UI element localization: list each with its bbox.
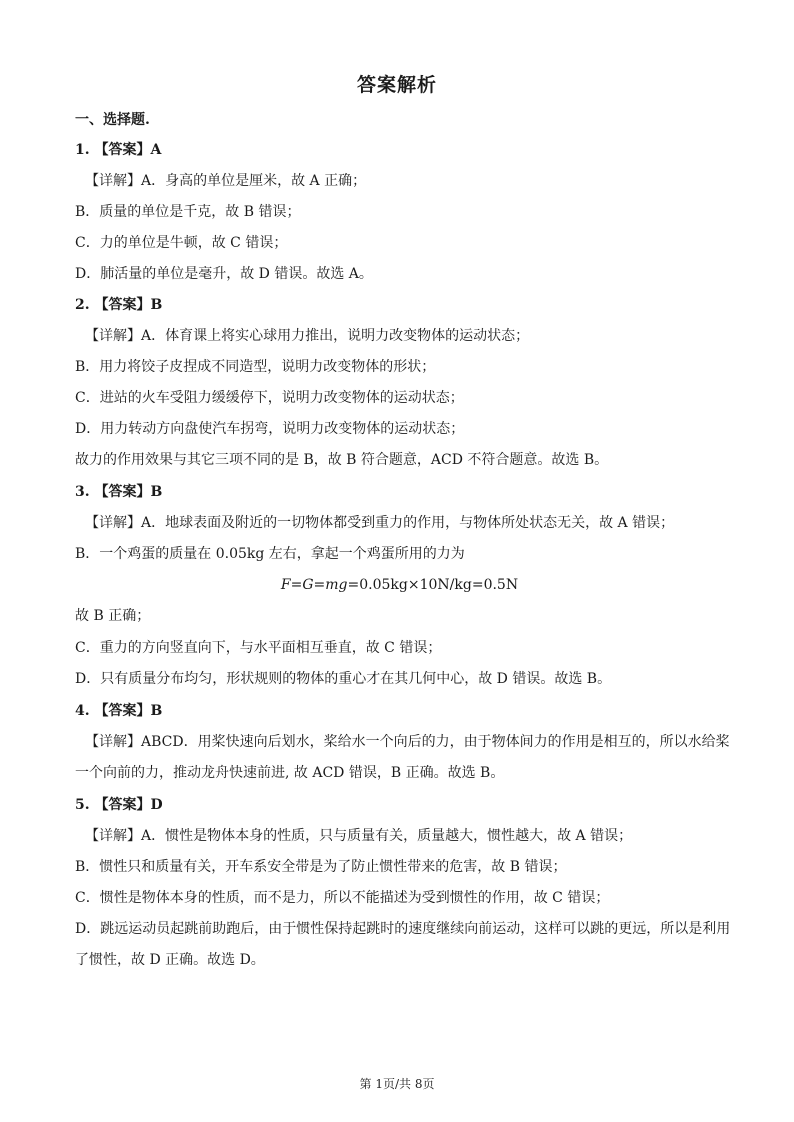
q1-answer: 1. 【答案】A [75, 142, 162, 158]
q5-option-d: D．跳远运动员起跳前助跑后，由于惯性保持起跳时的速度继续向前运动，这样可以跳的更远，所以是利用 [75, 921, 731, 937]
q3-option-b: B．一个鸡蛋的质量在 0.05kg 左右，拿起一个鸡蛋所用的力为 [75, 546, 465, 562]
q3-answer: 3. 【答案】B [75, 484, 163, 500]
q1-option-c: C．力的单位是牛顿，故 C 错误； [75, 235, 288, 251]
q5-option-d-cont: 了惯性，故 D 正确。故选 D。 [75, 952, 265, 968]
q2-option-d: D．用力转动方向盘使汽车拐弯，说明力改变物体的运动状态； [75, 421, 465, 437]
q4-answer: 4. 【答案】B [75, 703, 163, 719]
q2-answer: 2. 【答案】B [75, 297, 163, 313]
formula-rest: =0.05kg×10N/kg=0.5N [347, 577, 519, 593]
formula-f: F [280, 577, 291, 593]
q5-option-b: B．惯性只和质量有关，开车系安全带是为了防止惯性带来的危害，故 B 错误； [75, 859, 567, 875]
section-heading: 一、选择题. [75, 112, 150, 128]
q5-answer: 5. 【答案】D [75, 797, 163, 813]
page-footer: 第 1页/共 8页 [359, 1077, 435, 1091]
q4-detail: 【详解】ABCD．用桨快速向后划水，桨给水一个向后的力，由于物体间力的作用是相互的，所以水给桨 [85, 734, 730, 750]
q3-b-correct: 故 B 正确； [75, 608, 151, 624]
q5-option-c: C．惯性是物体本身的性质，而不是力，所以不能描述为受到惯性的作用，故 C 错误； [75, 890, 610, 906]
q3-formula [75, 575, 724, 595]
q1-option-d: D．肺活量的单位是毫升，故 D 错误。故选 A。 [75, 266, 373, 282]
q1-detail: 【详解】A．身高的单位是厘米，故 A 正确； [85, 173, 367, 189]
formula-mg: mg [325, 577, 348, 593]
q2-conclusion: 故力的作用效果与其它三项不同的是 B，故 B 符合题意，ACD 不符合题意。故选 B。 [75, 452, 609, 468]
q2-option-c: C．进站的火车受阻力缓缓停下，说明力改变物体的运动状态； [75, 390, 464, 406]
formula-g: G [302, 577, 314, 593]
page-title: 答案解析 [356, 74, 437, 96]
q2-detail: 【详解】A．体育课上将实心球用力推出，说明力改变物体的运动状态； [85, 328, 530, 344]
formula-eq-1: = [290, 577, 303, 593]
formula-eq-2: = [313, 577, 326, 593]
q3-detail: 【详解】A．地球表面及附近的一切物体都受到重力的作用，与物体所处状态无关，故 A 错误； [85, 515, 675, 531]
q1-option-b: B．质量的单位是千克，故 B 错误； [75, 204, 301, 220]
q4-detail-cont: 一个向前的力，推动龙舟快速前进, 故 ACD 错误，B 正确。故选 B。 [75, 765, 505, 781]
q3-option-d: D．只有质量分布均匀，形状规则的物体的重心才在其几何中心，故 D 错误。故选 B。 [75, 671, 612, 687]
q3-option-c: C．重力的方向竖直向下，与水平面相互垂直，故 C 错误； [75, 640, 442, 656]
q2-option-b: B．用力将饺子皮捏成不同造型，说明力改变物体的形状； [75, 359, 436, 375]
q5-detail: 【详解】A．惯性是物体本身的性质，只与质量有关，质量越大，惯性越大，故 A 错误； [85, 828, 633, 844]
